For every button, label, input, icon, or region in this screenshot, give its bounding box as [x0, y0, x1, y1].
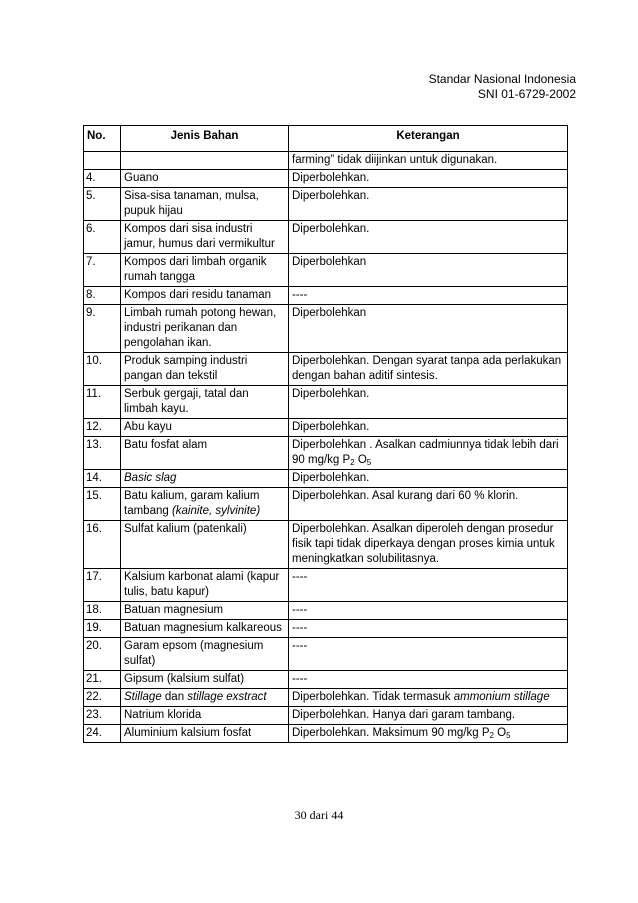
- header-keterangan: Keterangan: [289, 126, 568, 152]
- cell-no: 6.: [84, 221, 121, 254]
- cell-bahan: [121, 470, 289, 488]
- cell-keterangan: Diperbolehkan: [289, 254, 568, 287]
- materials-table: [83, 125, 568, 743]
- ket-text: Diperbolehkan. Maksimum 90 mg/kg P: [292, 727, 490, 739]
- cell-bahan: Guano: [121, 170, 289, 188]
- header-no: No.: [84, 126, 121, 152]
- cell-no: 14.: [84, 470, 121, 488]
- cell-bahan: Kompos dari residu tanaman: [121, 287, 289, 305]
- table-row: [84, 419, 568, 437]
- cell-bahan: Kompos dari limbah organik rumah tangga: [121, 254, 289, 287]
- cell-no: 4.: [84, 170, 121, 188]
- cell-no: 16.: [84, 521, 121, 569]
- table-header-row: [84, 126, 568, 152]
- cell-no: 8.: [84, 287, 121, 305]
- table-row-continued: [84, 152, 568, 170]
- table-row: [84, 353, 568, 386]
- cell-no: 13.: [84, 437, 121, 470]
- cell-bahan: Kalsium karbonat alami (kapur tulis, batu kapur): [121, 569, 289, 602]
- cell-no: [84, 152, 121, 170]
- cell-bahan: Sulfat kalium (patenkali): [121, 521, 289, 569]
- cell-keterangan: [289, 689, 568, 707]
- cell-no: 9.: [84, 305, 121, 353]
- cell-keterangan: ----: [289, 287, 568, 305]
- cell-keterangan: Diperbolehkan. Asal kurang dari 60 % klorin.: [289, 488, 568, 521]
- cell-bahan: Batuan magnesium: [121, 602, 289, 620]
- cell-keterangan: ----: [289, 569, 568, 602]
- cell-keterangan: Diperbolehkan.: [289, 170, 568, 188]
- ket-text-after: O: [493, 727, 507, 739]
- cell-bahan: Batuan magnesium kalkareous: [121, 620, 289, 638]
- cell-no: 18.: [84, 602, 121, 620]
- ket-subscript: 5: [506, 731, 511, 740]
- header-standard-name: Standar Nasional Indonesia: [428, 72, 576, 86]
- cell-no: 11.: [84, 386, 121, 419]
- bahan-italic-text: Basic slag: [124, 472, 177, 484]
- table-row: [84, 521, 568, 569]
- cell-no: 7.: [84, 254, 121, 287]
- cell-bahan: Garam epsom (magnesium sulfat): [121, 638, 289, 671]
- table-row: [84, 254, 568, 287]
- cell-bahan: Aluminium kalsium fosfat: [121, 725, 289, 743]
- bahan-text: dan: [161, 691, 188, 703]
- cell-no: 24.: [84, 725, 121, 743]
- table-row: [84, 638, 568, 671]
- cell-no: 23.: [84, 707, 121, 725]
- bahan-italic-text: (kainite, sylvinite): [171, 505, 261, 517]
- cell-keterangan: farming” tidak diijinkan untuk digunakan.: [289, 152, 568, 170]
- bahan-text: Batu kalium, garam kalium tambang: [124, 490, 260, 517]
- cell-bahan: Kompos dari sisa industri jamur, humus dari vermikultur: [121, 221, 289, 254]
- cell-keterangan: ----: [289, 602, 568, 620]
- cell-keterangan: Diperbolehkan.: [289, 188, 568, 221]
- ket-italic-text: ammonium stillage: [453, 691, 550, 703]
- bahan-italic-text: Stillage: [124, 691, 162, 703]
- cell-keterangan: Diperbolehkan.: [289, 419, 568, 437]
- ket-text: Diperbolehkan . Asalkan cadmiunnya tidak lebih dari 90 mg/kg P: [292, 439, 559, 466]
- cell-bahan: Limbah rumah potong hewan, industri perikanan dan pengolahan ikan.: [121, 305, 289, 353]
- cell-bahan: Serbuk gergaji, tatal dan limbah kayu.: [121, 386, 289, 419]
- cell-no: 21.: [84, 671, 121, 689]
- table-row: [84, 437, 568, 470]
- ket-subscript: 5: [366, 458, 372, 467]
- table-row: [84, 287, 568, 305]
- cell-keterangan: Diperbolehkan.: [289, 221, 568, 254]
- table-row: [84, 305, 568, 353]
- cell-no: 20.: [84, 638, 121, 671]
- ket-text-after: O: [354, 454, 367, 466]
- table-row: [84, 671, 568, 689]
- cell-keterangan: ----: [289, 620, 568, 638]
- cell-keterangan: Diperbolehkan: [289, 305, 568, 353]
- table-row: [84, 470, 568, 488]
- page-number: 30 dari 44: [294, 808, 344, 822]
- cell-bahan: [121, 488, 289, 521]
- cell-keterangan: Diperbolehkan. Hanya dari garam tambang.: [289, 707, 568, 725]
- cell-no: 22.: [84, 689, 121, 707]
- table-row: [84, 170, 568, 188]
- cell-bahan: Produk samping industri pangan dan tekstil: [121, 353, 289, 386]
- cell-bahan: Batu fosfat alam: [121, 437, 289, 470]
- table-row: [84, 488, 568, 521]
- bahan-italic-text: stillage exstract: [187, 691, 267, 703]
- cell-bahan: [121, 152, 289, 170]
- cell-bahan: Abu kayu: [121, 419, 289, 437]
- table-row: [84, 620, 568, 638]
- ket-subscript: 2: [489, 731, 494, 740]
- header-jenis-bahan: Jenis Bahan: [121, 126, 289, 152]
- cell-keterangan: Diperbolehkan. Asalkan diperoleh dengan prosedur fisik tapi tidak diperkaya dengan proses kimia untuk meningkatkan solubilitasnya.: [289, 521, 568, 569]
- cell-bahan: [121, 689, 289, 707]
- document-header: [429, 72, 576, 102]
- cell-no: 12.: [84, 419, 121, 437]
- table-row: [84, 725, 568, 743]
- table-row: [84, 689, 568, 707]
- cell-no: 15.: [84, 488, 121, 521]
- cell-keterangan: ----: [289, 638, 568, 671]
- cell-keterangan: ----: [289, 671, 568, 689]
- table-row: [84, 707, 568, 725]
- cell-no: 5.: [84, 188, 121, 221]
- table-row: [84, 602, 568, 620]
- table-row: [84, 221, 568, 254]
- cell-bahan: Gipsum (kalsium sulfat): [121, 671, 289, 689]
- cell-keterangan: Diperbolehkan.: [289, 386, 568, 419]
- table-row: [84, 386, 568, 419]
- ket-subscript: 2: [350, 458, 355, 467]
- table-row: [84, 188, 568, 221]
- cell-no: 17.: [84, 569, 121, 602]
- cell-no: 10.: [84, 353, 121, 386]
- cell-keterangan: Diperbolehkan.: [289, 470, 568, 488]
- cell-keterangan: Diperbolehkan. Dengan syarat tanpa ada perlakukan dengan bahan aditif sintesis.: [289, 353, 568, 386]
- cell-no: 19.: [84, 620, 121, 638]
- cell-bahan: Natrium klorida: [121, 707, 289, 725]
- ket-text: Diperbolehkan. Tidak termasuk: [292, 691, 454, 703]
- cell-keterangan: [289, 725, 568, 743]
- table-row: [84, 569, 568, 602]
- cell-bahan: Sisa-sisa tanaman, mulsa, pupuk hijau: [121, 188, 289, 221]
- header-standard-code: SNI 01-6729-2002: [477, 87, 576, 101]
- cell-keterangan: [289, 437, 568, 470]
